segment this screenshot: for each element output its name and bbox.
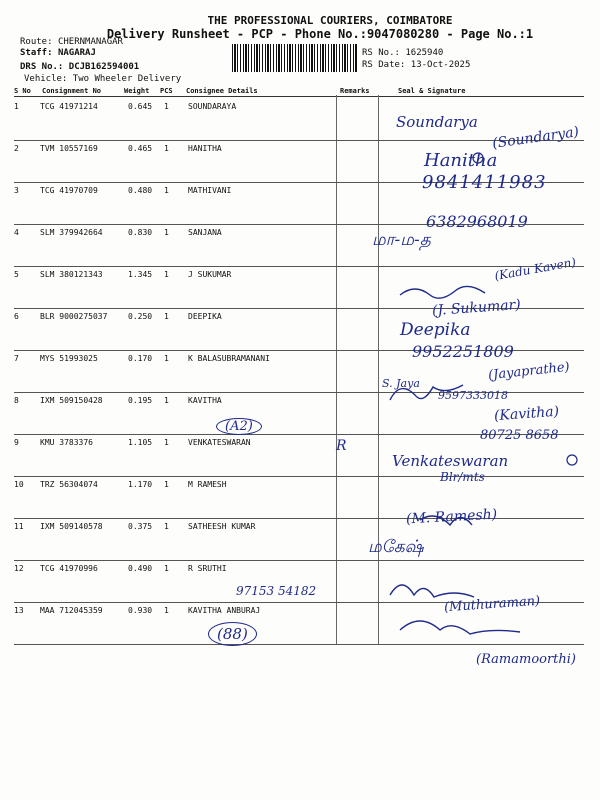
hw-phone-2: 9841411983	[422, 172, 547, 193]
row-pcs: 1	[164, 312, 169, 321]
row-pcs: 1	[164, 522, 169, 531]
row-weight: 0.250	[128, 312, 153, 321]
rs-date-value: 13-Oct-2025	[410, 60, 471, 70]
row-consignee: HANITHA	[188, 144, 222, 153]
row-weight: 0.170	[128, 354, 153, 363]
row-consignee: K BALASUBRAMANANI	[188, 354, 270, 363]
col-weight: Weight	[124, 87, 150, 95]
hw-signature-2: Hanitha	[424, 150, 498, 171]
row-consignee: VENKATESWARAN	[188, 438, 251, 447]
rs-no-label: RS No.:	[362, 48, 400, 58]
drs-line	[20, 62, 139, 72]
signature-scribbles	[360, 100, 590, 680]
hw-phone-12: 97153 54182	[236, 584, 317, 598]
row-consignee: DEEPIKA	[188, 312, 222, 321]
hw-signature-12: (Muthuraman)	[443, 593, 541, 616]
row-weight: 0.480	[128, 186, 153, 195]
hw-signature-11: மகேஷ்	[368, 537, 424, 557]
vehicle-label: Vehicle:	[24, 74, 68, 84]
row-consignee: KAVITHA ANBURAJ	[188, 606, 261, 615]
col-pcs: PCS	[160, 87, 173, 95]
hw-signature-9: Venkateswaran	[392, 452, 509, 470]
row-sno: 8	[14, 396, 19, 405]
row-pcs: 1	[164, 186, 169, 195]
row-consignment: IXM 509140578	[40, 522, 103, 531]
row-consignment: IXM 509150428	[40, 396, 103, 405]
drs-label: DRS No.:	[20, 62, 64, 72]
row-sno: 12	[14, 564, 24, 573]
hw-note-9: Blr/mts	[440, 470, 485, 484]
row-consignment: TVM 10557169	[40, 144, 98, 153]
staff-line	[20, 48, 96, 58]
row-consignment: KMU 3783376	[40, 438, 93, 447]
row-sno: 2	[14, 144, 19, 153]
hw-phone-8: 80725 8658	[480, 428, 559, 443]
row-consignee: SANJANA	[188, 228, 222, 237]
hw-phone-4: 6382968019	[426, 212, 528, 231]
runsheet-subtitle: Delivery Runsheet - PCP - Phone No.:9047080280 - Page No.:1	[106, 27, 534, 41]
route-line	[20, 37, 123, 47]
row-weight: 1.345	[128, 270, 153, 279]
row-consignment: MYS 51993025	[40, 354, 98, 363]
row-pcs: 1	[164, 564, 169, 573]
row-consignment: BLR 9000275037	[40, 312, 108, 321]
hw-phone-7: 9597333018	[438, 389, 508, 402]
row-pcs: 1	[164, 144, 169, 153]
row-weight: 1.105	[128, 438, 153, 447]
row-pcs: 1	[164, 228, 169, 237]
row-pcs: 1	[164, 606, 169, 615]
row-consignee: J SUKUMAR	[188, 270, 232, 279]
row-weight: 0.195	[128, 396, 153, 405]
row-weight: 0.465	[128, 144, 153, 153]
route-value: CHERNMANAGAR	[57, 37, 123, 47]
remarks-divider	[336, 95, 337, 645]
row-consignment: MAA 712045359	[40, 606, 103, 615]
hw-remark-9: R	[336, 438, 347, 454]
barcode	[232, 44, 358, 72]
vehicle-value: Two Wheeler Delivery	[72, 74, 182, 84]
row-pcs: 1	[164, 396, 169, 405]
hw-signature-6: Deepika	[400, 320, 471, 340]
row-consignee: MATHIVANI	[188, 186, 232, 195]
hw-phone-6: 9952251809	[412, 342, 514, 361]
row-sno: 5	[14, 270, 19, 279]
row-consignee: R SRUTHI	[188, 564, 227, 573]
company-title: THE PROFESSIONAL COURIERS, COIMBATORE	[207, 14, 453, 27]
col-consignee: Consignee Details	[186, 87, 258, 95]
vehicle-line	[24, 74, 181, 84]
row-consignment: SLM 380121343	[40, 270, 103, 279]
row-sno: 11	[14, 522, 24, 531]
row-sno: 7	[14, 354, 19, 363]
hw-note-8: (Kavitha)	[493, 403, 560, 425]
row-pcs: 1	[164, 354, 169, 363]
rs-no-value: 1625940	[405, 48, 444, 58]
hw-signature-1b: (Soundarya)	[491, 124, 580, 152]
hw-circle-13: (88)	[208, 622, 257, 646]
rs-date-line	[362, 60, 470, 70]
row-weight: 0.375	[128, 522, 153, 531]
row-weight: 0.490	[128, 564, 153, 573]
col-sno: S No	[14, 87, 31, 95]
row-sno: 13	[14, 606, 24, 615]
row-sno: 1	[14, 102, 19, 111]
row-weight: 1.170	[128, 480, 153, 489]
row-consignee: KAVITHA	[188, 396, 222, 405]
hw-note-7: (Jayaprathe)	[487, 359, 571, 384]
row-pcs: 1	[164, 102, 169, 111]
col-remarks: Remarks	[340, 87, 370, 95]
staff-value: NAGARAJ	[57, 48, 96, 58]
row-sno: 10	[14, 480, 24, 489]
header-divider	[14, 96, 584, 97]
hw-signature-7: S. Jaya	[382, 377, 420, 390]
row-weight: 0.645	[128, 102, 153, 111]
row-sno: 6	[14, 312, 19, 321]
row-consignee: SOUNDARAYA	[188, 102, 237, 111]
hw-signature-10: (M. Ramesh)	[405, 506, 498, 528]
row-sno: 4	[14, 228, 19, 237]
hw-note-5: (Kadu Kaven)	[493, 254, 578, 284]
row-weight: 0.930	[128, 606, 153, 615]
row-consignment: TCG 41971214	[40, 102, 98, 111]
staff-label: Staff:	[20, 48, 53, 58]
hw-signature-13: (Ramamoorthi)	[476, 652, 577, 667]
rs-no-line	[362, 48, 443, 58]
row-pcs: 1	[164, 270, 169, 279]
col-consignment: Consignment No	[42, 87, 102, 95]
drs-value: DCJB162594001	[68, 62, 140, 72]
hw-circle-8: (A2)	[216, 418, 262, 435]
rs-date-label: RS Date:	[362, 60, 406, 70]
row-consignee: SATHEESH KUMAR	[188, 522, 256, 531]
row-pcs: 1	[164, 480, 169, 489]
row-sno: 3	[14, 186, 19, 195]
row-consignee: M RAMESH	[188, 480, 227, 489]
hw-signature-4: மா-ம-த	[372, 230, 431, 250]
hw-signature-1: Soundarya	[396, 113, 478, 131]
row-consignment: TCG 41970996	[40, 564, 98, 573]
row-sno: 9	[14, 438, 19, 447]
row-consignment: TRZ 56304074	[40, 480, 98, 489]
hw-signature-5: (J. Sukumar)	[431, 296, 522, 320]
row-pcs: 1	[164, 438, 169, 447]
row-consignment: TCG 41970709	[40, 186, 98, 195]
row-consignment: SLM 379942664	[40, 228, 103, 237]
col-seal: Seal & Signature	[398, 87, 466, 95]
row-weight: 0.830	[128, 228, 153, 237]
route-label: Route:	[20, 37, 53, 47]
